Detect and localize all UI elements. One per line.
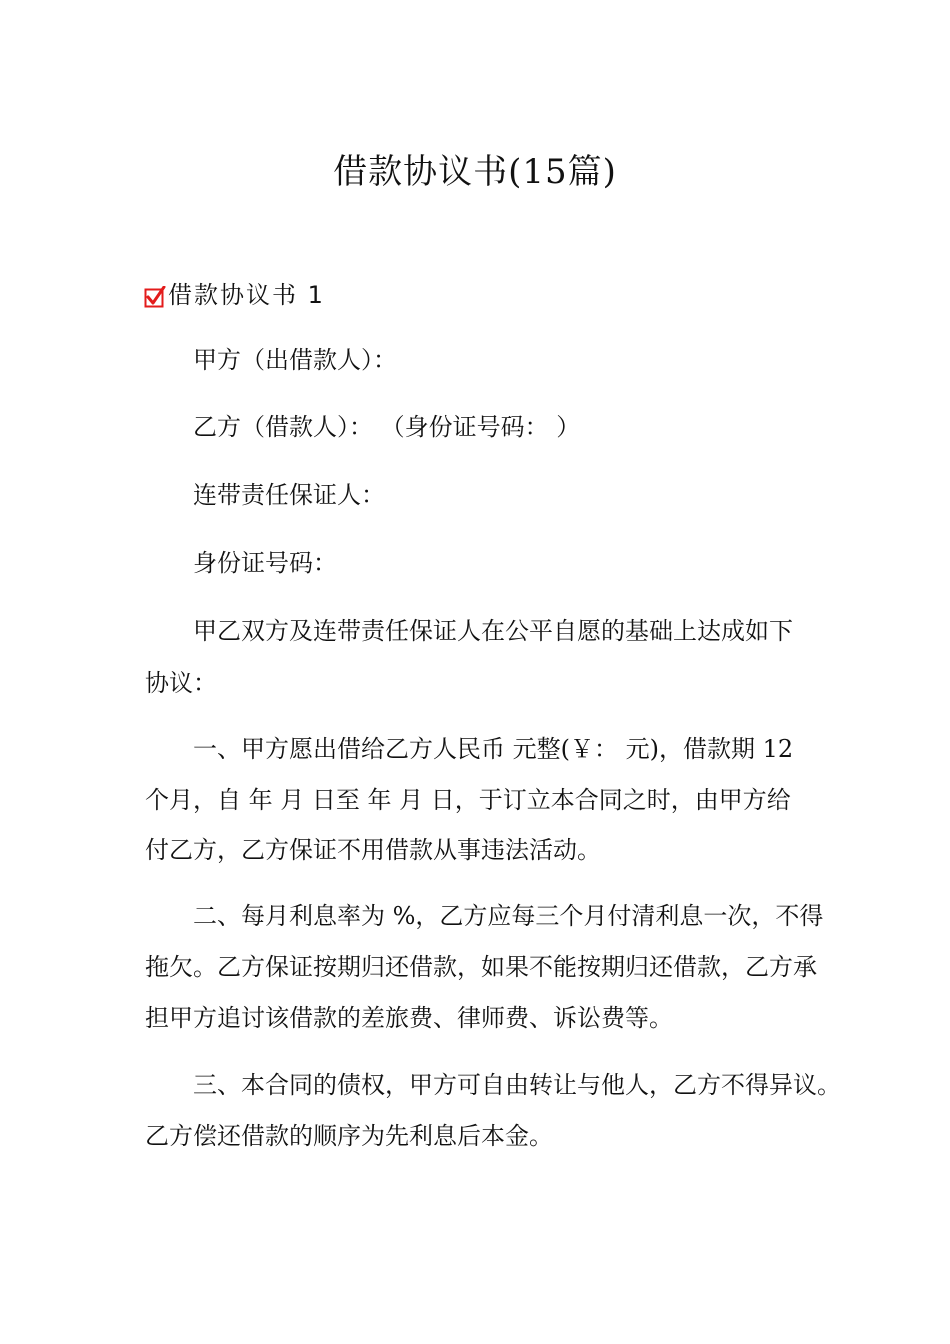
- clause-3-line: 乙方偿还借款的顺序为先利息后本金。: [145, 1122, 553, 1150]
- clause-2-line: 拖欠。乙方保证按期归还借款，如果不能按期归还借款，乙方承: [145, 953, 817, 981]
- intro-paragraph-line: 甲乙双方及连带责任保证人在公平自愿的基础上达成如下: [193, 617, 793, 645]
- party-b-line: 乙方（借款人）： （身份证号码： ）: [193, 413, 581, 441]
- section-heading: [144, 272, 325, 312]
- id-number-line: 身份证号码：: [193, 549, 337, 577]
- party-a-line: 甲方（出借款人）：: [193, 346, 397, 374]
- guarantor-line: 连带责任保证人：: [193, 481, 385, 509]
- document-title: 借款协议书(15篇): [333, 152, 617, 192]
- section-heading-text: 借款协议书 1: [168, 280, 325, 309]
- clause-2-line: 担甲方追讨该借款的差旅费、律师费、诉讼费等。: [145, 1004, 673, 1032]
- intro-paragraph-line: 协议：: [145, 669, 217, 697]
- checkbox-checked-icon: [144, 286, 166, 308]
- clause-1-line: 付乙方，乙方保证不用借款从事违法活动。: [145, 836, 601, 864]
- clause-2-line: 二、每月利息率为 %，乙方应每三个月付清利息一次，不得: [193, 902, 824, 930]
- clause-1-line: 个月，自 年 月 日至 年 月 日，于订立本合同之时，由甲方给: [145, 786, 791, 814]
- clause-3-line: 三、本合同的债权，甲方可自由转让与他人，乙方不得异议。: [193, 1071, 841, 1099]
- clause-1-line: 一、甲方愿出借给乙方人民币 元整(￥： 元)，借款期 12: [193, 735, 794, 763]
